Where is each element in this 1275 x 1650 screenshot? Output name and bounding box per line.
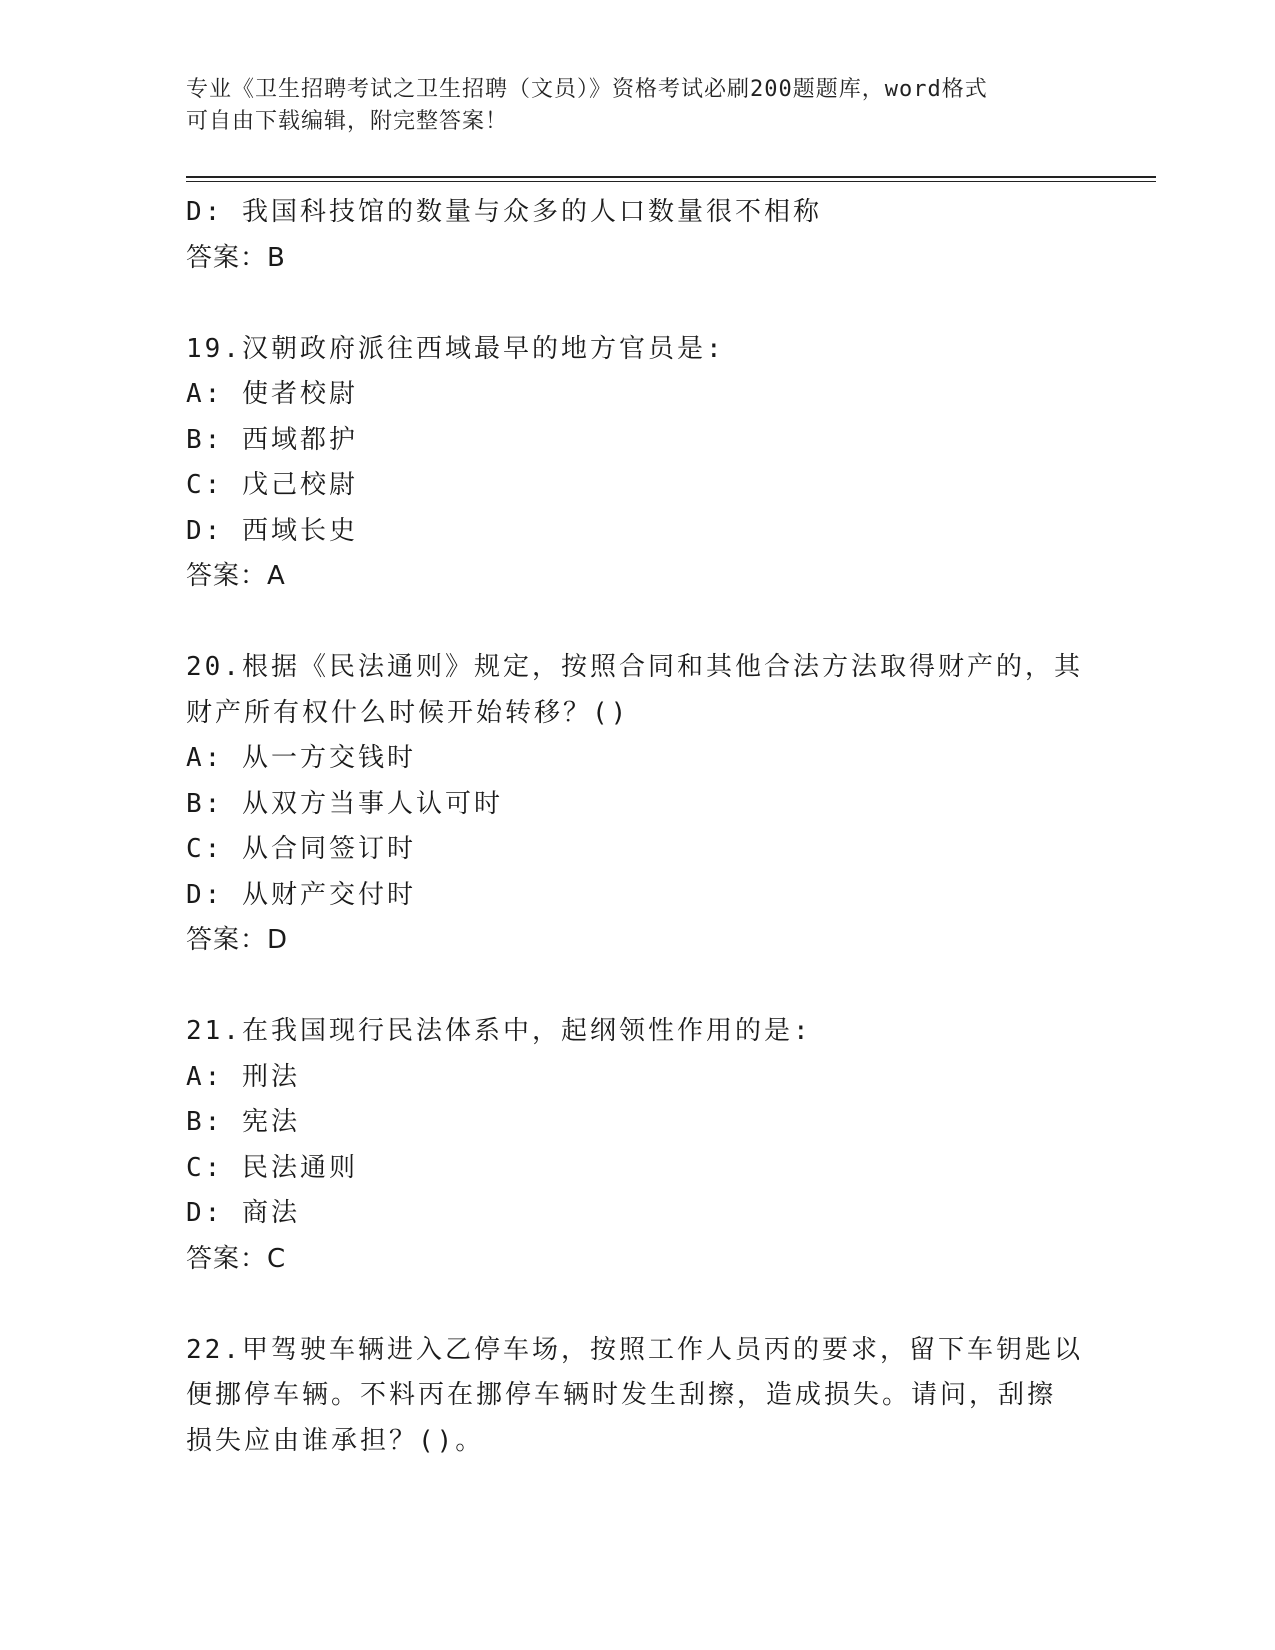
option-d: D: 西域长史 [186,515,358,546]
option-b: B: 宪法 [186,1107,300,1137]
question-stem: 21.在我国现行民法体系中，起纲领性作用的是: [186,1016,812,1046]
question-list [186,190,1086,1464]
option-d: D: 从财产交付时 [186,879,416,910]
question-stem-line-2: 便挪停车辆。不料丙在挪停车辆时发生刮擦，造成损失。请问，刮擦 [186,1380,1057,1410]
answer-line: 答案：A [186,561,286,591]
question-19 [186,327,1086,600]
option-c: C: 戊己校尉 [186,470,358,500]
option-c: C: 从合同签订时 [186,834,416,864]
header-rule-thin [186,181,1156,182]
question-21 [186,1009,1086,1282]
option-b: B: 西域都护 [186,424,358,455]
header-line-2: 可自由下载编辑，附完整答案！ [186,109,509,134]
page-header [186,74,1066,138]
question-stem: 19.汉朝政府派往西域最早的地方官员是: [186,333,725,364]
option-a: A: 刑法 [186,1061,300,1092]
answer-line: 答案：D [186,925,289,955]
option-a: A: 从一方交钱时 [186,743,416,773]
option-d: D: 我国科技馆的数量与众多的人口数量很不相称 [186,197,822,227]
option-a: A: 使者校尉 [186,379,358,409]
option-c: C: 民法通则 [186,1152,358,1183]
answer-line: 答案：C [186,1243,287,1274]
spacer [186,1282,1086,1328]
header-line-1: 专业《卫生招聘考试之卫生招聘（文员）》资格考试必刷200题题库，word格式 [186,77,988,102]
question-stem-line-1: 22.甲驾驶车辆进入乙停车场，按照工作人员丙的要求，留下车钥匙以 [186,1334,1083,1365]
header-rule-thick [186,176,1156,178]
option-b: B: 从双方当事人认可时 [186,788,503,819]
option-d: D: 商法 [186,1198,300,1228]
question-20 [186,645,1086,964]
question-stem-line-2: 财产所有权什么时候开始转移？() [186,697,630,728]
spacer [186,964,1086,1010]
answer-line: 答案：B [186,242,286,273]
spacer [186,600,1086,646]
spacer [186,281,1086,327]
previous-question-tail [186,190,1086,281]
question-stem-line-1: 20.根据《民法通则》规定，按照合同和其他合法方法取得财产的，其 [186,652,1083,682]
question-22 [186,1328,1086,1465]
question-stem-line-3: 损失应由谁承担？()。 [186,1425,485,1456]
